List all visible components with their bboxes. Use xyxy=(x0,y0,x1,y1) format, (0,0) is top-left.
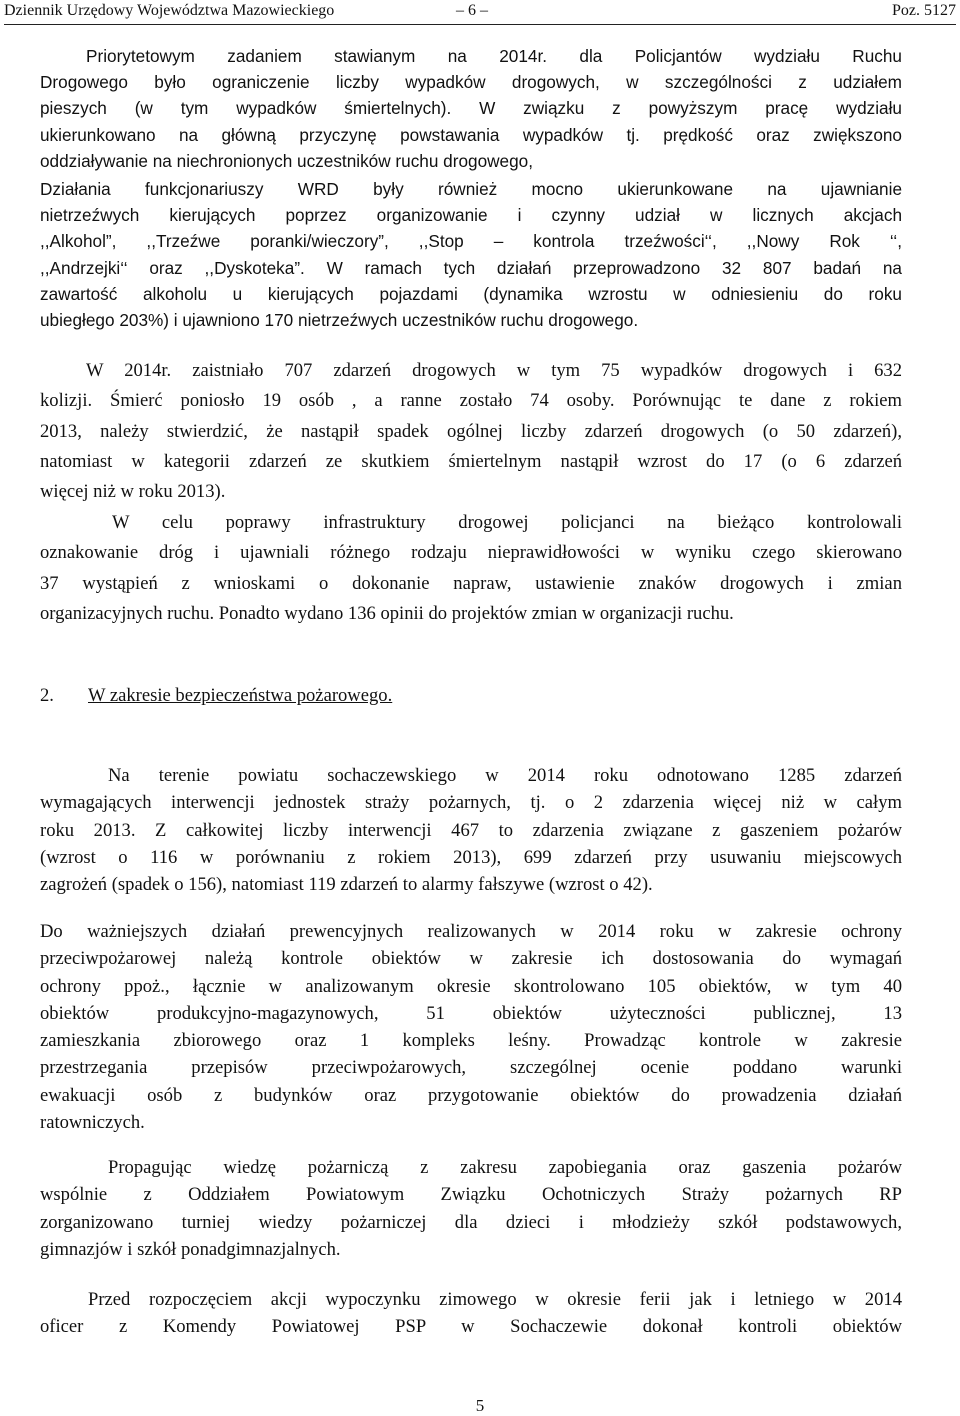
text-line: wymagających interwencji jednostek straży pożarnych, tj. o 2 zdarzenia więcej niż w całym xyxy=(40,792,902,814)
text-line: (wzrost o 116 w porównaniu z rokiem 2013), 699 zdarzeń przy usuwaniu miejscowych xyxy=(40,846,902,868)
paragraph-traffic-priorities xyxy=(40,43,902,174)
text-line: W 2014r. zaistniało 707 zdarzeń drogowych w tym 75 wypadków drogowych i 632 xyxy=(86,360,902,381)
text-line: natomiast w kategorii zdarzeń ze skutkiem śmiertelnym nastąpił wzrost do 17 (o 6 zdarzeń xyxy=(40,450,902,472)
text-line: ,,Alkohol”, ,,Trzeźwe poranki/wieczory”, ,,Stop – kontrola trzeźwości‘‘, ,,Nowy Rok ‘‘, xyxy=(40,231,902,252)
text-line: pieszych (w tym wypadków śmiertelnych). W związku z powyższym pracę wydziału xyxy=(40,98,902,119)
text-line: oznakowanie dróg i ujawniali różnego rodzaju nieprawidłowości w wyniku czego skierowano xyxy=(40,542,902,564)
text-line: organizacyjnych ruchu. Ponadto wydano 136 opinii do projektów zmian w organizacji ruchu. xyxy=(40,602,734,624)
text-line: ,,Andrzejki‘‘ oraz ,,Dyskoteka”. W ramach tych działań przeprowadzono 32 807 badań na xyxy=(40,257,902,278)
text-line: obiektów produkcyjno-magazynowych, 51 obiektów użyteczności publicznej, 13 xyxy=(40,1002,902,1024)
text-line: zawartość alkoholu u kierujących pojazdami (dynamika wzrostu w odniesieniu do roku xyxy=(40,283,902,304)
paragraph-holiday-inspections xyxy=(40,1286,902,1341)
position-number: Poz. 5127 xyxy=(892,2,956,19)
text-line: Na terenie powiatu sochaczewskiego w 2014 roku odnotowano 1285 zdarzeń xyxy=(108,765,902,786)
paragraph-prevention-inspections xyxy=(40,918,902,1136)
text-line: nietrzeźwych kierujących poprzez organizowanie i czynny udział w licznych akcjach xyxy=(40,205,902,226)
text-line: przeciwpożarowej należą kontrole obiektów w zakresie ich dostosowania do wymagań xyxy=(40,948,902,970)
paragraph-infrastructure xyxy=(40,508,902,629)
text-line: ochrony ppoż., łącznie w analizowanym okresie skontrolowano 105 obiektów, w tym 40 xyxy=(40,975,902,997)
text-line: ubiegłego 203%) i ujawniono 170 nietrzeźwych uczestników ruchu drogowego. xyxy=(40,310,639,331)
text-line: Do ważniejszych działań prewencyjnych realizowanych w 2014 roku w zakresie ochrony xyxy=(40,921,902,942)
text-line: ewakuacji osób z budynków oraz przygotowanie obiektów do prowadzenia działań xyxy=(40,1084,902,1106)
page-marker: – 6 – xyxy=(456,2,488,19)
paragraph-wrd-actions xyxy=(40,176,902,333)
text-line: roku 2013. Z całkowitej liczby interwencji 467 to zdarzenia związane z gaszeniem pożarów xyxy=(40,819,902,841)
text-line: Przed rozpoczęciem akcji wypoczynku zimowego w okresie ferii jak i letniego w 2014 xyxy=(88,1289,902,1310)
paragraph-fire-interventions xyxy=(40,762,902,898)
text-line: W celu poprawy infrastruktury drogowej policjanci na bieżąco kontrolowali xyxy=(112,512,902,533)
text-line: wspólnie z Oddziałem Powiatowym Związku Ochotniczych Straży pożarnych RP xyxy=(40,1184,902,1206)
text-line: Działania funkcjonariuszy WRD były również mocno ukierunkowane na ujawnianie xyxy=(40,179,902,199)
section-heading-fire-safety xyxy=(40,682,392,710)
text-line: Priorytetowym zadaniem stawianym na 2014r. dla Policjantów wydziału Ruchu xyxy=(86,46,902,66)
text-line: ratowniczych. xyxy=(40,1112,145,1134)
text-line: 37 wystąpień z wnioskami o dokonanie napraw, ustawienie znaków drogowych i zmian xyxy=(40,572,902,594)
text-line: oficer z Komendy Powiatowej PSP w Sochaczewie dokonał kontroli obiektów xyxy=(40,1316,902,1338)
text-line: więcej niż w roku 2013). xyxy=(40,481,226,503)
text-line: 2013, należy stwierdzić, że nastąpił spadek ogólnej liczby zdarzeń drogowych (o 50 zdarzeń), xyxy=(40,420,902,442)
section-title: W zakresie bezpieczeństwa pożarowego. xyxy=(88,685,393,706)
text-line: zorganizowano turniej wiedzy pożarniczej dla dzieci i młodzieży szkół podstawowych, xyxy=(40,1211,902,1233)
text-line: Propagując wiedzę pożarniczą z zakresu zapobiegania oraz gaszenia pożarów xyxy=(108,1157,902,1178)
text-line: kolizji. Śmierć poniosło 19 osób , a ranne zostało 74 osoby. Porównując te dane z rokiem xyxy=(40,390,902,412)
page-number: 5 xyxy=(475,1396,485,1415)
text-line: zagrożeń (spadek o 156), natomiast 119 zdarzeń to alarmy fałszywe (wzrost o 42). xyxy=(40,874,653,896)
page-header xyxy=(4,0,956,25)
paragraph-fire-knowledge xyxy=(40,1154,902,1263)
text-line: zamieszkania zbiorowego oraz 1 kompleks leśny. Prowadząc kontrole w zakresie xyxy=(40,1030,902,1052)
text-line: Drogowego było ograniczenie liczby wypadków drogowych, w szczególności z udziałem xyxy=(40,72,902,93)
paragraph-road-events-2014 xyxy=(40,356,902,507)
text-line: gimnazjów i szkół ponadgimnazjalnych. xyxy=(40,1238,341,1260)
journal-title: Dziennik Urzędowy Województwa Mazowieckiego xyxy=(4,2,335,19)
text-line: oddziaływanie na niechronionych uczestników ruchu drogowego, xyxy=(40,150,534,171)
text-line: przestrzegania przepisów przeciwpożarowych, szczególnej ocenie poddano warunki xyxy=(40,1057,902,1079)
text-line: ukierunkowano na główną przyczynę powstawania wypadków tj. prędkość oraz zwiększono xyxy=(40,124,902,145)
section-number: 2. xyxy=(40,685,54,706)
